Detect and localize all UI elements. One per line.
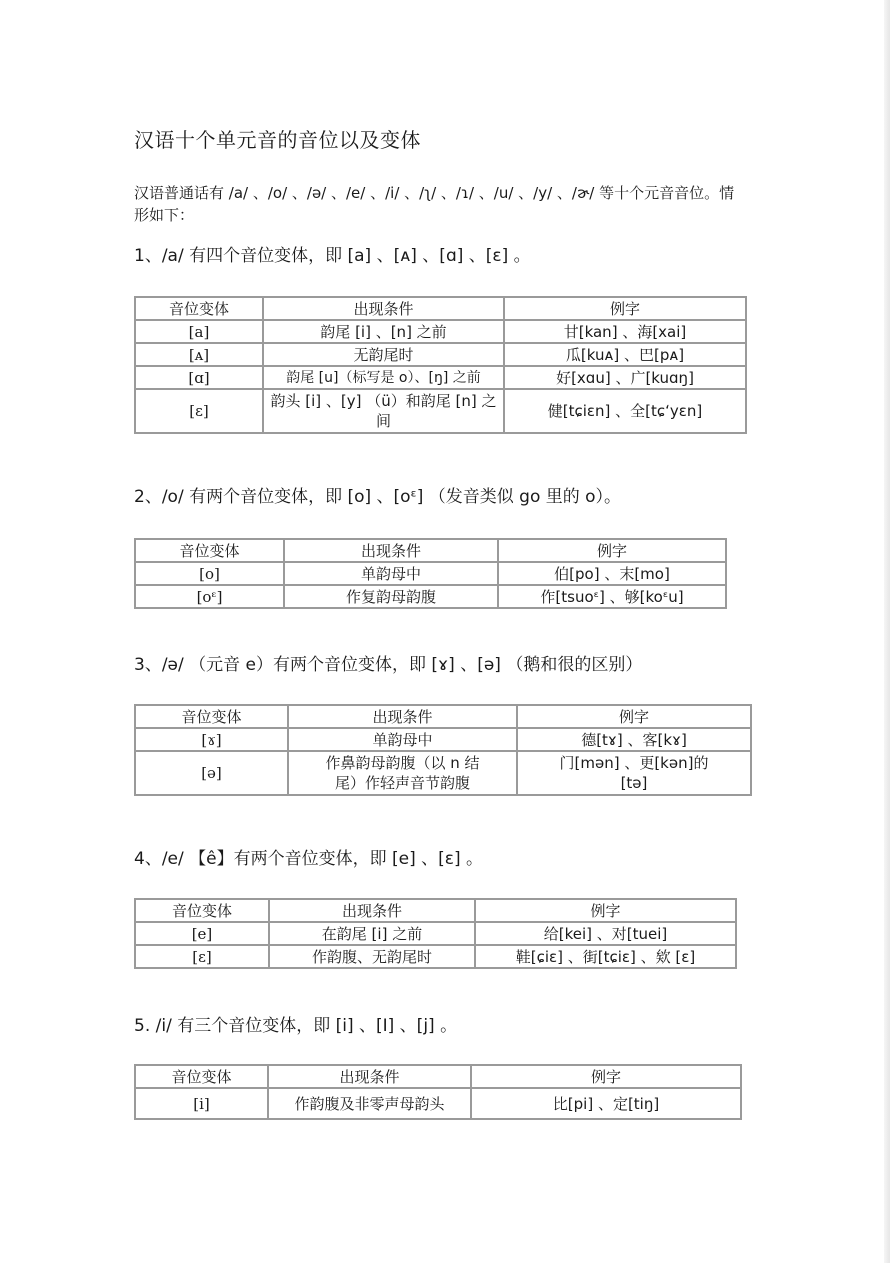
table-row	[135, 343, 746, 366]
header-cell: 例字	[498, 539, 726, 562]
variant-cell: [ɤ]	[135, 728, 288, 751]
table-header-row	[135, 705, 751, 728]
section-2-heading: 2、/o/ 有两个音位变体，即 [o] 、[oᵋ] （发音类似 go 里的 o）。	[134, 487, 622, 507]
variant-cell: [i]	[135, 1088, 268, 1119]
condition-cell: 作鼻韵母韵腹（以 n 结尾）作轻声音节韵腹	[288, 751, 517, 795]
table-header-row	[135, 539, 726, 562]
table-row	[135, 366, 746, 389]
table-row	[135, 945, 736, 968]
variant-cell: [o]	[135, 562, 284, 585]
table-header-row	[135, 297, 746, 320]
table-row	[135, 1088, 741, 1119]
condition-cell: 韵尾 [i] 、[n] 之前	[263, 320, 504, 343]
condition-cell: 在韵尾 [i] 之前	[269, 922, 475, 945]
section-4-heading: 4、/e/ 【ê】有两个音位变体，即 [e] 、[ɛ] 。	[134, 849, 483, 869]
example-cell: 给[kei] 、对[tuei]	[475, 922, 736, 945]
variant-cell: [ᴀ]	[135, 343, 263, 366]
condition-cell: 单韵母中	[288, 728, 517, 751]
header-cell: 音位变体	[135, 539, 284, 562]
condition-cell: 单韵母中	[284, 562, 498, 585]
header-cell: 出现条件	[284, 539, 498, 562]
variant-cell: [oᵋ]	[135, 585, 284, 608]
header-cell: 出现条件	[269, 899, 475, 922]
example-cell: 鞋[ɕiɛ] 、街[tɕiɛ] 、欸 [ɛ]	[475, 945, 736, 968]
variant-cell: [ɛ]	[135, 945, 269, 968]
table-row	[135, 751, 751, 795]
example-cell: 作[tsuoᵋ] 、够[koᵋu]	[498, 585, 726, 608]
header-cell: 出现条件	[268, 1065, 471, 1088]
example-cell: 健[tɕiɛn] 、全[tɕʻyɛn]	[504, 389, 746, 433]
condition-cell: 韵头 [i] 、[y] （ü）和韵尾 [n] 之间	[263, 389, 504, 433]
header-cell: 音位变体	[135, 899, 269, 922]
variant-cell: [ɑ]	[135, 366, 263, 389]
example-cell: 好[xɑu] 、广[kuɑŋ]	[504, 366, 746, 389]
header-cell: 出现条件	[288, 705, 517, 728]
example-cell: 甘[kan] 、海[xai]	[504, 320, 746, 343]
section-3-heading: 3、/ə/ （元音 e）有两个音位变体，即 [ɤ] 、[ə] （鹅和很的区别）	[134, 655, 643, 675]
table-row	[135, 320, 746, 343]
header-cell: 出现条件	[263, 297, 504, 320]
condition-cell: 作韵腹及非零声母韵头	[268, 1088, 471, 1119]
table-row	[135, 585, 726, 608]
intro-paragraph: 汉语普通话有 /a/ 、/o/ 、/ə/ 、/e/ 、/i/ 、/ʅ/ 、/ɿ/ 、/u/ 、/y/ 、/ɚ/ 等十个元音音位。情形如下：	[134, 184, 735, 224]
header-cell: 音位变体	[135, 705, 288, 728]
example-cell: 门[mən] 、更[kən]的[tə]	[517, 751, 751, 795]
header-cell: 例字	[475, 899, 736, 922]
condition-cell: 作复韵母韵腹	[284, 585, 498, 608]
table-row	[135, 728, 751, 751]
variant-cell: [ɛ]	[135, 389, 263, 433]
condition-cell: 无韵尾时	[263, 343, 504, 366]
header-cell: 例字	[471, 1065, 741, 1088]
table-row	[135, 922, 736, 945]
section-1-heading: 1、/a/ 有四个音位变体，即 [a] 、[ᴀ] 、[ɑ] 、[ɛ] 。	[134, 246, 531, 266]
header-cell: 例字	[517, 705, 751, 728]
section-4-table	[134, 898, 737, 969]
page-edge	[884, 0, 890, 1263]
variant-cell: [e]	[135, 922, 269, 945]
example-cell: 伯[po] 、末[mo]	[498, 562, 726, 585]
condition-cell: 作韵腹、无韵尾时	[269, 945, 475, 968]
header-cell: 例字	[504, 297, 746, 320]
section-5-table	[134, 1064, 742, 1120]
section-5-heading: 5. /i/ 有三个音位变体，即 [i] 、[I] 、[j] 。	[134, 1016, 458, 1036]
variant-cell: [ə]	[135, 751, 288, 795]
table-row	[135, 562, 726, 585]
section-1-table	[134, 296, 747, 434]
header-cell: 音位变体	[135, 1065, 268, 1088]
table-header-row	[135, 899, 736, 922]
example-cell: 德[tɤ] 、客[kɤ]	[517, 728, 751, 751]
section-2-table	[134, 538, 727, 609]
section-3-table	[134, 704, 752, 796]
variant-cell: [a]	[135, 320, 263, 343]
header-cell: 音位变体	[135, 297, 263, 320]
table-header-row	[135, 1065, 741, 1088]
page-title: 汉语十个单元音的音位以及变体	[134, 128, 421, 152]
example-cell: 瓜[kuᴀ] 、巴[pᴀ]	[504, 343, 746, 366]
table-row	[135, 389, 746, 433]
example-cell: 比[pi] 、定[tiŋ]	[471, 1088, 741, 1119]
condition-cell: 韵尾 [u]（标写是 o）、[ŋ] 之前	[263, 366, 504, 389]
